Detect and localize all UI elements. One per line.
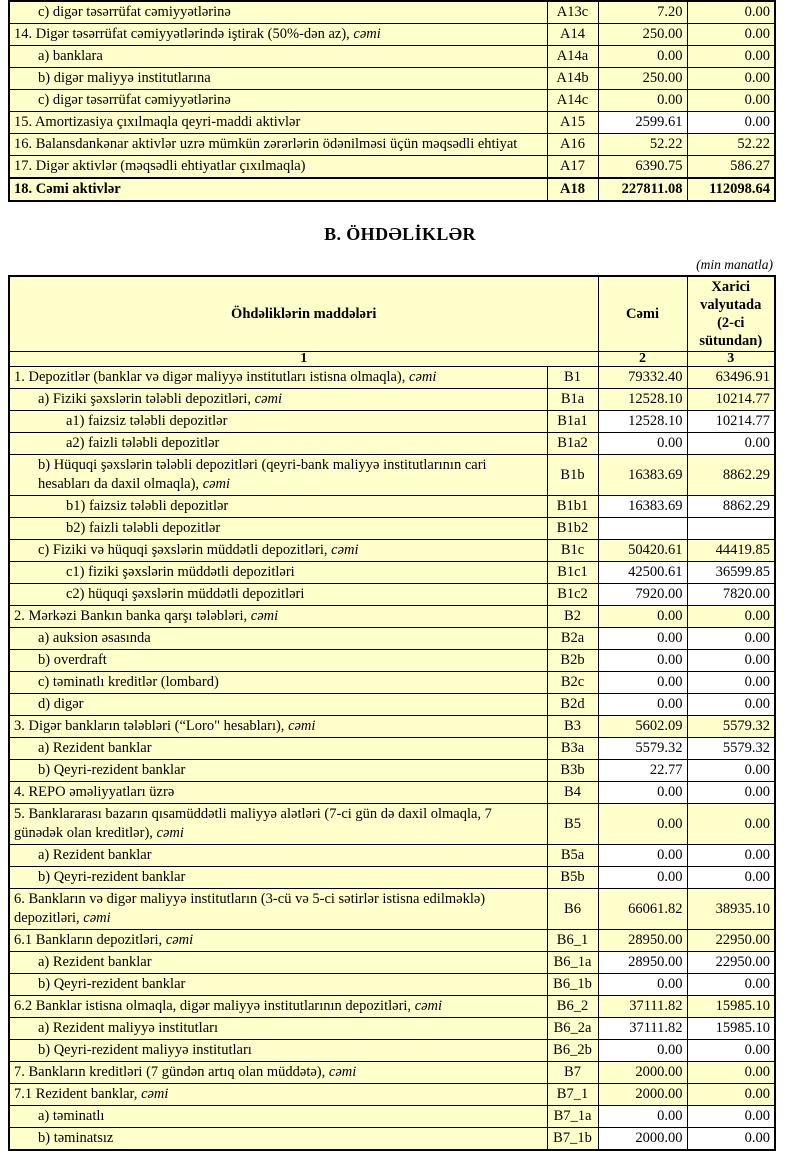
item-label-cell: a2) faizli tələbli depozitlər	[9, 433, 547, 455]
column-number-2: 2	[598, 352, 687, 367]
item-label-cell: b) Qeyri-rezident banklar	[9, 974, 547, 996]
item-row-B5a	[9, 845, 775, 867]
item-fx-value-cell: 586.27	[687, 156, 775, 179]
item-label-cell: c) Fiziki və hüquqi şəxslərin müddətli depozitləri, cəmi	[9, 540, 547, 562]
item-total-value-cell	[598, 518, 687, 540]
item-fx-value-cell: 0.00	[687, 760, 775, 782]
item-code-cell: B6_2a	[547, 1018, 598, 1040]
item-code-cell: B1c2	[547, 584, 598, 606]
item-fx-value-cell: 15985.10	[687, 1018, 775, 1040]
item-total-value-cell: 0.00	[598, 606, 687, 628]
item-fx-value-cell: 0.00	[687, 1106, 775, 1128]
column-number-1: 1	[9, 352, 598, 367]
column-number-row	[9, 352, 775, 367]
item-row-B7_1a	[9, 1106, 775, 1128]
item-code-cell: B2d	[547, 694, 598, 716]
item-row-A14b	[9, 68, 775, 90]
item-label-italic-suffix: cəmi	[331, 542, 359, 558]
item-row-B6_2	[9, 996, 775, 1018]
item-code-cell: A17	[547, 156, 598, 179]
item-total-value-cell: 0.00	[598, 628, 687, 650]
item-row-A18	[9, 178, 775, 201]
item-row-B1b1	[9, 496, 775, 518]
item-code-cell: B6_1a	[547, 952, 598, 974]
item-fx-value-cell: 0.00	[687, 433, 775, 455]
item-fx-value-cell: 7820.00	[687, 584, 775, 606]
item-row-B6_2a	[9, 1018, 775, 1040]
item-label-italic-suffix: cəmi	[409, 369, 437, 385]
item-row-A16	[9, 134, 775, 156]
item-row-B1	[9, 367, 775, 389]
item-label-italic-suffix: cəmi	[254, 391, 283, 407]
item-total-value-cell: 250.00	[598, 68, 687, 90]
item-row-A14a	[9, 46, 775, 68]
item-fx-value-cell: 0.00	[687, 694, 775, 716]
item-row-B6_1b	[9, 974, 775, 996]
liabilities-table-body	[9, 367, 775, 1151]
item-fx-value-cell: 15985.10	[687, 996, 775, 1018]
item-row-B7	[9, 1062, 775, 1084]
item-label-cell: a) banklara	[9, 46, 547, 68]
item-row-B2c	[9, 672, 775, 694]
item-total-value-cell: 0.00	[598, 1106, 687, 1128]
item-total-value-cell: 50420.61	[598, 540, 687, 562]
item-fx-value-cell: 22950.00	[687, 930, 775, 952]
item-code-cell: B7	[547, 1062, 598, 1084]
item-row-B2b	[9, 650, 775, 672]
item-label-cell: b) overdraft	[9, 650, 547, 672]
item-fx-value-cell: 63496.91	[687, 367, 775, 389]
unit-note: (min manatla)	[696, 257, 773, 272]
item-code-cell: A14a	[547, 46, 598, 68]
item-label-cell: 1. Depozitlər (banklar və digər maliyyə institutları istisna olmaqla), cəmi	[9, 367, 547, 389]
item-label-cell: a) auksion əsasında	[9, 628, 547, 650]
item-label-cell: 18. Cəmi aktivlər	[9, 178, 547, 201]
item-label-cell: b) Qeyri-rezident maliyyə institutları	[9, 1040, 547, 1062]
item-label-italic-suffix: cəmi	[83, 910, 111, 926]
item-row-B1c2	[9, 584, 775, 606]
item-code-cell: B1c	[547, 540, 598, 562]
item-label-cell: c2) hüquqi şəxslərin müddətli depozitləri	[9, 584, 547, 606]
item-row-B2a	[9, 628, 775, 650]
item-label-cell: a) Rezident banklar	[9, 952, 547, 974]
item-fx-value-cell: 36599.85	[687, 562, 775, 584]
item-label-italic-suffix: cəmi	[414, 998, 443, 1014]
item-total-value-cell: 0.00	[598, 90, 687, 112]
item-label-cell: 6. Bankların və digər maliyyə institutların (3-cü və 5-ci sətirlər istisna edilməklə) depozitləri, cəmi	[9, 889, 547, 930]
item-label-cell: b) təminatsız	[9, 1128, 547, 1151]
item-code-cell: B3b	[547, 760, 598, 782]
item-label-cell: a) Rezident banklar	[9, 845, 547, 867]
item-code-cell: B1a	[547, 389, 598, 411]
item-total-value-cell: 2000.00	[598, 1084, 687, 1106]
item-total-value-cell: 227811.08	[598, 178, 687, 201]
item-total-value-cell: 7.20	[598, 1, 687, 24]
item-code-cell: B4	[547, 782, 598, 804]
item-row-A13c	[9, 1, 775, 24]
item-code-cell: B1c1	[547, 562, 598, 584]
item-total-value-cell: 28950.00	[598, 930, 687, 952]
section-b-title: B. ÖHDƏLİKLƏR	[324, 224, 476, 244]
item-code-cell: A14	[547, 24, 598, 46]
item-total-value-cell: 37111.82	[598, 996, 687, 1018]
item-label-italic-suffix: cəmi	[288, 718, 316, 734]
item-total-value-cell: 0.00	[598, 672, 687, 694]
item-code-cell: B2	[547, 606, 598, 628]
item-row-B6_1a	[9, 952, 775, 974]
item-code-cell: B5b	[547, 867, 598, 889]
item-row-A17	[9, 156, 775, 179]
item-total-value-cell: 2000.00	[598, 1128, 687, 1151]
item-code-cell: B7_1a	[547, 1106, 598, 1128]
item-label-italic-suffix: cəmi	[156, 825, 184, 841]
item-label-cell: a) Fiziki şəxslərin tələbli depozitləri, cəmi	[9, 389, 547, 411]
item-fx-value-cell: 44419.85	[687, 540, 775, 562]
item-code-cell: B1a2	[547, 433, 598, 455]
item-code-cell: B5a	[547, 845, 598, 867]
item-row-B3	[9, 716, 775, 738]
item-row-B2d	[9, 694, 775, 716]
item-fx-value-cell: 0.00	[687, 867, 775, 889]
item-total-value-cell: 0.00	[598, 867, 687, 889]
item-code-cell: B3a	[547, 738, 598, 760]
item-fx-value-cell: 0.00	[687, 68, 775, 90]
item-label-cell: 3. Digər bankların tələbləri (“Loro" hesabları), cəmi	[9, 716, 547, 738]
header-total-label: Cəmi	[598, 276, 687, 352]
item-row-B1a1	[9, 411, 775, 433]
item-total-value-cell: 5579.32	[598, 738, 687, 760]
item-label-cell: 5. Banklararası bazarın qısamüddətli maliyyə alətləri (7-ci gün də daxil olmaqla, 7 günədək olan kreditlər), cəmi	[9, 804, 547, 845]
item-code-cell: A14c	[547, 90, 598, 112]
item-fx-value-cell: 0.00	[687, 606, 775, 628]
item-fx-value-cell: 0.00	[687, 804, 775, 845]
item-label-cell: b2) faizli tələbli depozitlər	[9, 518, 547, 540]
item-row-A15	[9, 112, 775, 134]
item-label-cell: 6.1 Bankların depozitləri, cəmi	[9, 930, 547, 952]
item-label-cell: 2. Mərkəzi Bankın banka qarşı tələbləri, cəmi	[9, 606, 547, 628]
item-row-B4	[9, 782, 775, 804]
item-fx-value-cell: 5579.32	[687, 716, 775, 738]
item-total-value-cell: 5602.09	[598, 716, 687, 738]
item-label-italic-suffix: cəmi	[202, 476, 231, 492]
item-fx-value-cell	[687, 518, 775, 540]
item-fx-value-cell: 8862.29	[687, 455, 775, 496]
assets-table-body	[9, 1, 775, 201]
item-fx-value-cell: 0.00	[687, 112, 775, 134]
item-code-cell: B1b1	[547, 496, 598, 518]
item-label-italic-suffix: cəmi	[250, 608, 279, 624]
item-fx-value-cell: 0.00	[687, 90, 775, 112]
item-fx-value-cell: 0.00	[687, 1062, 775, 1084]
item-total-value-cell: 0.00	[598, 782, 687, 804]
item-code-cell: B2a	[547, 628, 598, 650]
item-total-value-cell: 22.77	[598, 760, 687, 782]
item-total-value-cell: 52.22	[598, 134, 687, 156]
item-label-cell: b) Hüquqi şəxslərin tələbli depozitləri (qeyri-bank maliyyə institutlarının cari hesabları da daxil olmaqla), cəmi	[9, 455, 547, 496]
item-total-value-cell: 16383.69	[598, 455, 687, 496]
item-fx-value-cell: 0.00	[687, 24, 775, 46]
item-label-cell: 14. Digər təsərrüfat cəmiyyətlərində iştirak (50%-dən az), cəmi	[9, 24, 547, 46]
item-code-cell: B2b	[547, 650, 598, 672]
item-row-A14	[9, 24, 775, 46]
item-fx-value-cell: 0.00	[687, 974, 775, 996]
item-fx-value-cell: 0.00	[687, 46, 775, 68]
item-label-cell: 17. Digər aktivlər (məqsədli ehtiyatlar çıxılmaqla)	[9, 156, 547, 179]
item-code-cell: B6_1	[547, 930, 598, 952]
item-label-cell: 7. Bankların kreditləri (7 gündən artıq olan müddətə), cəmi	[9, 1062, 547, 1084]
item-fx-value-cell: 8862.29	[687, 496, 775, 518]
item-code-cell: B1a1	[547, 411, 598, 433]
item-label-cell: a) Rezident maliyyə institutları	[9, 1018, 547, 1040]
item-label-italic-suffix: cəmi	[328, 1064, 357, 1080]
item-code-cell: B7_1	[547, 1084, 598, 1106]
item-fx-value-cell: 0.00	[687, 1128, 775, 1151]
liabilities-table	[8, 275, 776, 1151]
item-fx-value-cell: 5579.32	[687, 738, 775, 760]
item-row-B1a2	[9, 433, 775, 455]
item-row-B1b2	[9, 518, 775, 540]
item-label-cell: c) digər təsərrüfat cəmiyyətlərinə	[9, 1, 547, 24]
item-fx-value-cell: 0.00	[687, 782, 775, 804]
item-row-B6	[9, 889, 775, 930]
item-code-cell: B6_1b	[547, 974, 598, 996]
item-total-value-cell: 0.00	[598, 433, 687, 455]
item-row-B3a	[9, 738, 775, 760]
item-row-B6_1	[9, 930, 775, 952]
item-code-cell: A15	[547, 112, 598, 134]
header-items-label: Öhdəliklərin maddələri	[9, 276, 598, 352]
item-row-B5	[9, 804, 775, 845]
item-row-B1a	[9, 389, 775, 411]
item-total-value-cell: 0.00	[598, 974, 687, 996]
item-code-cell: B6	[547, 889, 598, 930]
item-code-cell: B3	[547, 716, 598, 738]
item-total-value-cell: 250.00	[598, 24, 687, 46]
item-code-cell: B5	[547, 804, 598, 845]
item-label-cell: c1) fiziki şəxslərin müddətli depozitləri	[9, 562, 547, 584]
item-total-value-cell: 16383.69	[598, 496, 687, 518]
item-fx-value-cell: 0.00	[687, 672, 775, 694]
item-fx-value-cell: 0.00	[687, 650, 775, 672]
item-row-B1c1	[9, 562, 775, 584]
item-label-cell: a) Rezident banklar	[9, 738, 547, 760]
item-fx-value-cell: 52.22	[687, 134, 775, 156]
item-total-value-cell: 2000.00	[598, 1062, 687, 1084]
item-label-cell: 6.2 Banklar istisna olmaqla, digər maliyyə institutlarının depozitləri, cəmi	[9, 996, 547, 1018]
item-code-cell: A16	[547, 134, 598, 156]
item-total-value-cell: 37111.82	[598, 1018, 687, 1040]
item-total-value-cell: 2599.61	[598, 112, 687, 134]
item-label-cell: 15. Amortizasiya çıxılmaqla qeyri-maddi aktivlər	[9, 112, 547, 134]
item-fx-value-cell: 0.00	[687, 628, 775, 650]
item-code-cell: B6_2	[547, 996, 598, 1018]
item-label-cell: b1) faizsiz tələbli depozitlər	[9, 496, 547, 518]
item-label-italic-suffix: cəmi	[141, 1086, 169, 1102]
item-row-B6_2b	[9, 1040, 775, 1062]
item-code-cell: A18	[547, 178, 598, 201]
item-label-cell: c) digər təsərrüfat cəmiyyətlərinə	[9, 90, 547, 112]
item-code-cell: B1	[547, 367, 598, 389]
item-fx-value-cell: 22950.00	[687, 952, 775, 974]
item-fx-value-cell: 112098.64	[687, 178, 775, 201]
item-label-italic-suffix: cəmi	[353, 26, 381, 42]
item-label-cell: 7.1 Rezident banklar, cəmi	[9, 1084, 547, 1106]
item-total-value-cell: 7920.00	[598, 584, 687, 606]
item-label-cell: c) təminatlı kreditlər (lombard)	[9, 672, 547, 694]
item-code-cell: B1b	[547, 455, 598, 496]
item-code-cell: B2c	[547, 672, 598, 694]
item-total-value-cell: 79332.40	[598, 367, 687, 389]
item-row-A14c	[9, 90, 775, 112]
item-row-B7_1	[9, 1084, 775, 1106]
item-total-value-cell: 12528.10	[598, 411, 687, 433]
item-fx-value-cell: 10214.77	[687, 411, 775, 433]
item-label-cell: b) Qeyri-rezident banklar	[9, 867, 547, 889]
item-row-B1c	[9, 540, 775, 562]
item-label-cell: 16. Balansdankənar aktivlər uzrə mümkün zərərlərin ödənilməsi üçün məqsədli ehtiyat	[9, 134, 547, 156]
item-total-value-cell: 6390.75	[598, 156, 687, 179]
item-fx-value-cell: 38935.10	[687, 889, 775, 930]
item-code-cell: A13c	[547, 1, 598, 24]
item-row-B5b	[9, 867, 775, 889]
item-row-B7_1b	[9, 1128, 775, 1151]
item-row-B2	[9, 606, 775, 628]
assets-table-continuation	[8, 0, 776, 202]
item-total-value-cell: 0.00	[598, 845, 687, 867]
item-code-cell: B7_1b	[547, 1128, 598, 1151]
item-total-value-cell: 0.00	[598, 650, 687, 672]
item-label-cell: a1) faizsiz tələbli depozitlər	[9, 411, 547, 433]
item-total-value-cell: 0.00	[598, 804, 687, 845]
item-total-value-cell: 0.00	[598, 1040, 687, 1062]
column-number-3: 3	[687, 352, 775, 367]
item-total-value-cell: 66061.82	[598, 889, 687, 930]
liabilities-table-header	[9, 276, 775, 367]
item-fx-value-cell: 0.00	[687, 1, 775, 24]
item-total-value-cell: 28950.00	[598, 952, 687, 974]
item-row-B3b	[9, 760, 775, 782]
item-fx-value-cell: 0.00	[687, 1040, 775, 1062]
item-label-cell: b) digər maliyyə institutlarına	[9, 68, 547, 90]
item-label-cell: 4. REPO əməliyyatları üzrə	[9, 782, 547, 804]
item-fx-value-cell: 10214.77	[687, 389, 775, 411]
item-label-cell: d) digər	[9, 694, 547, 716]
item-code-cell: B6_2b	[547, 1040, 598, 1062]
item-total-value-cell: 0.00	[598, 694, 687, 716]
item-fx-value-cell: 0.00	[687, 1084, 775, 1106]
item-code-cell: B1b2	[547, 518, 598, 540]
item-total-value-cell: 12528.10	[598, 389, 687, 411]
item-label-cell: a) təminatlı	[9, 1106, 547, 1128]
item-label-italic-suffix: cəmi	[165, 932, 194, 948]
item-row-B1b	[9, 455, 775, 496]
header-fx-label: Xarici valyutada (2-ci sütundan)	[687, 276, 775, 352]
item-total-value-cell: 0.00	[598, 46, 687, 68]
liabilities-header-row	[9, 276, 775, 352]
item-label-cell: b) Qeyri-rezident banklar	[9, 760, 547, 782]
item-total-value-cell: 42500.61	[598, 562, 687, 584]
item-fx-value-cell: 0.00	[687, 845, 775, 867]
item-code-cell: A14b	[547, 68, 598, 90]
